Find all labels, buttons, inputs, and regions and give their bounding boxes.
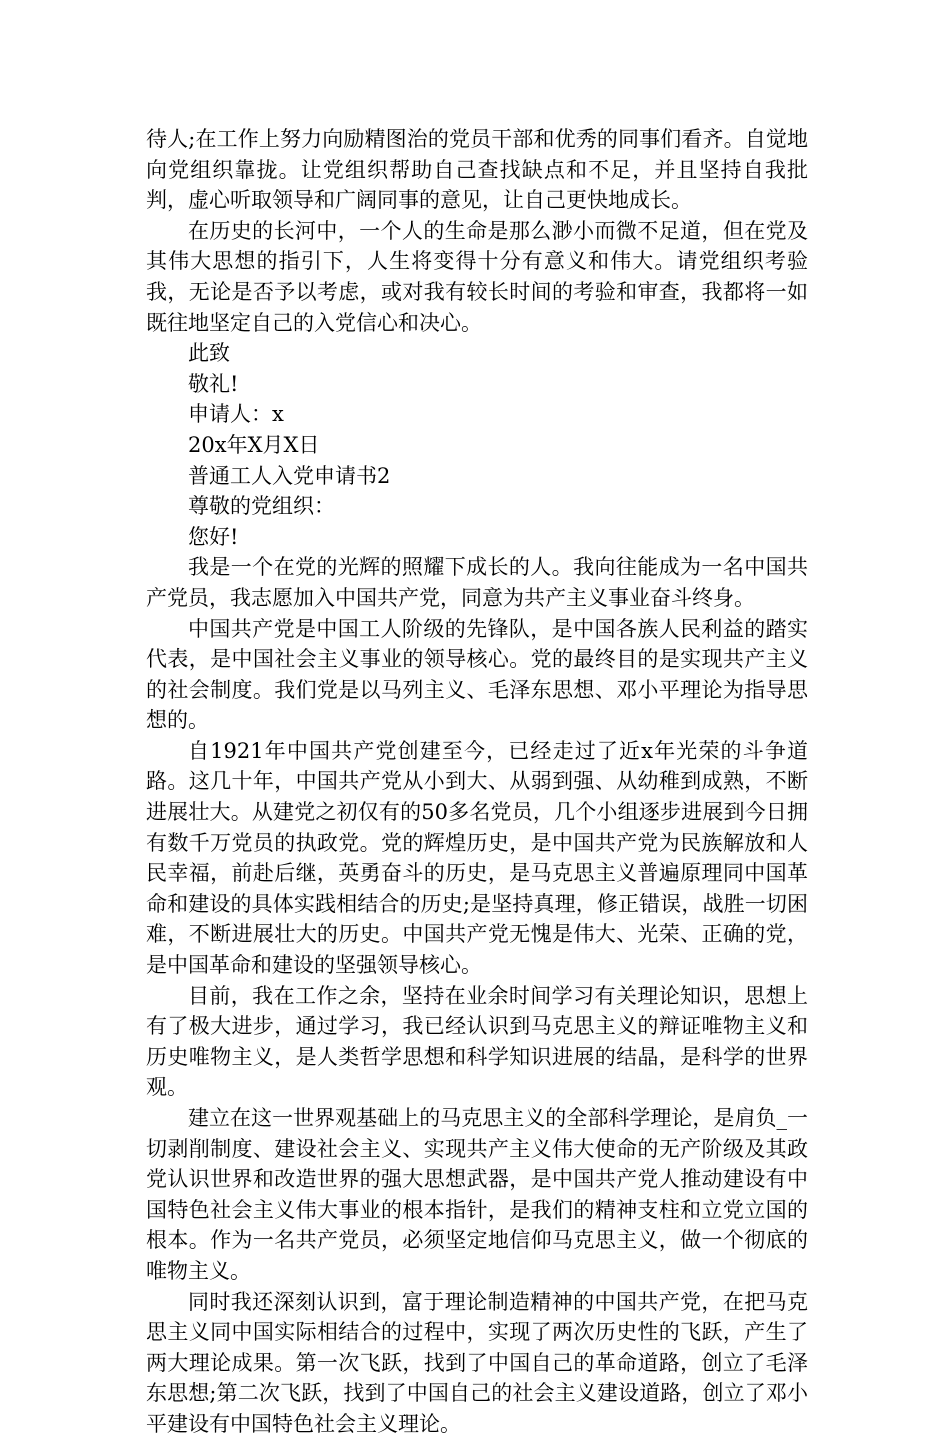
paragraph-party-history: 自1921年中国共产党创建至今，已经走过了近x年光荣的斗争道路。这几十年，中国共产党从小到大、从弱到强、从幼稚到成熟，不断进展壮大。从建党之初仅有的50多名党员，几个小组逐步进展到今日拥有数千万党员的执政党。党的辉煌历史，是中国共产党为民族解放和人民幸福，前赴后继，英勇奋斗的历史，是马克思主义普遍原理同中国革命和建设的具体实践相结合的历史;是坚持真理，修正错误，战胜一切困难，不断进展壮大的历史。中国共产党无愧是伟大、光荣、正确的党，是中国革命和建设的坚强领导核心。	[146, 738, 808, 978]
paragraph-marxism: 建立在这一世界观基础上的马克思主义的全部科学理论，是肩负_一切剥削制度、建设社会主义、实现共产主义伟大使命的无产阶级及其政党认识世界和改造世界的强大思想武器，是中国共产党人推动建设有中国特色社会主义伟大事业的根本指针，是我们的精神支柱和立党立国的根本。作为一名共产党员，必须坚定地信仰马克思主义，做一个彻底的唯物主义。	[146, 1106, 808, 1283]
paragraph-theory: 同时我还深刻认识到，富于理论制造精神的中国共产党，在把马克思主义同中国实际相结合的过程中，实现了两次历史性的飞跃，产生了两大理论成果。第一次飞跃，找到了中国自己的革命道路，创立了毛泽东思想;第二次飞跃，找到了中国自己的社会主义建设道路，创立了邓小平建设有中国特色社会主义理论。	[146, 1289, 808, 1436]
section-title: 普通工人入党申请书2	[188, 463, 391, 488]
paragraph-history: 在历史的长河中，一个人的生命是那么渺小而微不足道，但在党及其伟大思想的指引下，人生将变得十分有意义和伟大。请党组织考验我，无论是否予以考虑，或对我有较长时间的考验和审查，我都将一如既往地坚定自己的入党信心和决心。	[146, 218, 808, 335]
paragraph-party-nature: 中国共产党是中国工人阶级的先锋队，是中国各族人民利益的踏实代表，是中国社会主义事业的领导核心。党的最终目的是实现共产主义的社会制度。我们党是以马列主义、毛泽东思想、邓小平理论为指导思想的。	[146, 616, 808, 733]
paragraph-intro: 我是一个在党的光辉的照耀下成长的人。我向往能成为一名中国共产党员，我志愿加入中国共产党，同意为共产主义事业奋斗终身。	[146, 555, 808, 610]
applicant-signature: 申请人：x	[188, 402, 284, 427]
greeting-hello: 您好!	[188, 524, 239, 549]
paragraph-continuation: 待人;在工作上努力向励精图治的党员干部和优秀的同事们看齐。自觉地向党组织靠拢。让党组织帮助自己查找缺点和不足，并且坚持自我批判，虚心听取领导和广阔同事的意见，让自己更快地成长。	[146, 127, 808, 213]
closing-salutation: 此致	[188, 341, 230, 366]
paragraph-study: 目前，我在工作之余，坚持在业余时间学习有关理论知识，思想上有了极大进步，通过学习，我已经认识到马克思主义的辩证唯物主义和历史唯物主义，是人类哲学思想和科学知识进展的结晶，是科学的世界观。	[146, 983, 808, 1100]
date-line: 20x年X月X日	[188, 432, 320, 457]
greeting-recipient: 尊敬的党组织：	[188, 494, 335, 519]
closing-respect: 敬礼!	[188, 371, 239, 396]
document-body	[146, 124, 808, 1440]
